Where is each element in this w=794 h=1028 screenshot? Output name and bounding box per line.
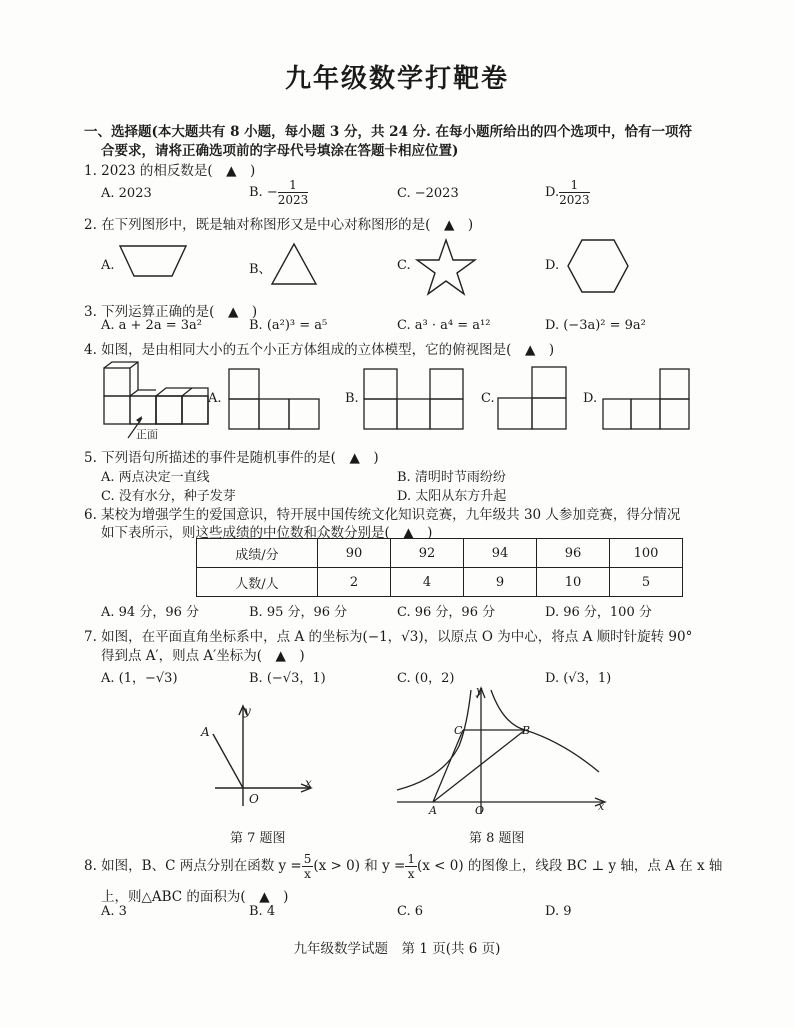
q8-stem-cont: 上，则△ABC 的面积为( ▲ ) bbox=[101, 889, 289, 905]
q3-option-c: C. a³ · a⁴ = a¹² bbox=[397, 318, 491, 333]
q7-stem: 7. 如图，在平面直角坐标系中，点 A 的坐标为(−1，√3)，以原点 O 为中心，将点 A 顺时针旋转 90° bbox=[84, 629, 693, 645]
star-shape bbox=[414, 238, 478, 296]
table-cell: 10 bbox=[537, 568, 610, 597]
q4-view-b bbox=[363, 368, 465, 430]
q4-option-b: B. bbox=[345, 391, 359, 406]
table-cell: 2 bbox=[318, 568, 391, 597]
q4-option-a: A. bbox=[208, 391, 222, 406]
page-title: 九年级数学打靶卷 bbox=[284, 64, 509, 94]
q2-option-a: A. bbox=[101, 258, 115, 273]
section-heading: 一、选择题(本大题共有 8 小题，每小题 3 分，共 24 分. 在每小题所给出的四个选项中，恰有一项符 bbox=[84, 124, 693, 140]
q4-option-d: D. bbox=[583, 391, 598, 406]
q5-stem: 5. 下列语句所描述的事件是随机事件的是( ▲ ) bbox=[84, 450, 379, 466]
q3-option-d: D. (−3a)² = 9a² bbox=[545, 318, 646, 333]
q8-option-b: B. 4 bbox=[249, 904, 276, 919]
hexagon-shape bbox=[566, 238, 630, 294]
q7-coordinate-figure bbox=[195, 702, 325, 814]
q5-option-c: C. 没有水分，种子发芽 bbox=[101, 489, 236, 504]
q2-option-c: C. bbox=[397, 258, 411, 273]
q8-option-d: D. 9 bbox=[545, 904, 572, 919]
table-row bbox=[197, 539, 683, 568]
q6-option-a: A. 94 分，96 分 bbox=[101, 605, 200, 620]
q8-stem: 8. 如图，B、C 两点分别在函数 y = $\frac{5}{x}$ (x > 0) 和 y = $\frac{1}{x}$ (x < 0) 的图像上，线段 BC ⊥ y 轴，点 A 在 x 轴 bbox=[84, 852, 723, 881]
q8-point-a-label: A bbox=[429, 804, 437, 817]
table-cell: 100 bbox=[610, 539, 683, 568]
q8-y-label: y bbox=[476, 684, 483, 697]
q3-option-a: A. a + 2a = 3a² bbox=[101, 318, 202, 333]
q8-function-figure bbox=[393, 686, 609, 818]
q2-option-d: D. bbox=[545, 258, 560, 273]
page-footer: 九年级数学试题 第 1 页(共 6 页) bbox=[293, 941, 501, 957]
table-cell: 人数/人 bbox=[197, 568, 318, 597]
q7-option-d: D. (√3，1) bbox=[545, 671, 612, 686]
q8-option-a: A. 3 bbox=[101, 904, 127, 919]
score-table bbox=[196, 538, 683, 597]
q2-option-b: B、 bbox=[249, 262, 272, 277]
q1-option-a: A. 2023 bbox=[101, 186, 152, 201]
q6-option-b: B. 95 分，96 分 bbox=[249, 605, 348, 620]
q4-view-a bbox=[228, 368, 320, 430]
q1-stem: 1. 2023 的相反数是( ▲ ) bbox=[84, 163, 256, 179]
q1-option-d: D. $\frac{1}{2023}$ bbox=[545, 178, 590, 207]
q1-option-c: C. −2023 bbox=[397, 186, 459, 201]
q7-y-label: y bbox=[244, 704, 251, 718]
q4-stem: 4. 如图，是由相同大小的五个小正方体组成的立体模型，它的俯视图是( ▲ ) bbox=[84, 342, 555, 358]
table-cell: 94 bbox=[464, 539, 537, 568]
q5-option-a: A. 两点决定一直线 bbox=[101, 470, 210, 485]
q2-stem: 2. 在下列图形中，既是轴对称图形又是中心对称图形的是( ▲ ) bbox=[84, 217, 474, 233]
q8-point-b-label: B bbox=[522, 724, 531, 737]
q7-stem-cont: 得到点 A′，则点 A′坐标为( ▲ ) bbox=[101, 648, 305, 664]
q1-option-b: B. − $\frac{1}{2023}$ bbox=[249, 178, 309, 207]
table-cell: 96 bbox=[537, 539, 610, 568]
q7-option-c: C. (0，2) bbox=[397, 671, 455, 686]
q7-x-label: x bbox=[305, 776, 312, 790]
q8-point-c-label: C bbox=[454, 724, 463, 737]
trapezoid-shape bbox=[118, 244, 188, 278]
section-heading-cont: 合要求，请将正确选项前的字母代号填涂在答题卡相应位置) bbox=[101, 143, 459, 159]
table-cell: 4 bbox=[391, 568, 464, 597]
table-cell: 5 bbox=[610, 568, 683, 597]
table-cell: 成绩/分 bbox=[197, 539, 318, 568]
q3-stem: 3. 下列运算正确的是( ▲ ) bbox=[84, 304, 258, 320]
q6-stem: 6. 某校为增强学生的爱国意识，特开展中国传统文化知识竞赛，九年级共 30 人参加竞赛，得分情况 bbox=[84, 507, 681, 523]
q6-option-d: D. 96 分，100 分 bbox=[545, 605, 652, 620]
q3-option-b: B. (a²)³ = a⁵ bbox=[249, 318, 328, 333]
q8-x-label: x bbox=[598, 800, 605, 813]
table-cell: 92 bbox=[391, 539, 464, 568]
q6-option-c: C. 96 分，96 分 bbox=[397, 605, 496, 620]
q7-point-a-label: A bbox=[201, 725, 210, 739]
triangle-shape bbox=[270, 242, 318, 286]
q7-option-b: B. (−√3，1) bbox=[249, 671, 326, 686]
q4-view-c bbox=[497, 366, 569, 430]
table-cell: 9 bbox=[464, 568, 537, 597]
q7-caption: 第 7 题图 bbox=[230, 831, 286, 846]
table-cell: 90 bbox=[318, 539, 391, 568]
q8-option-c: C. 6 bbox=[397, 904, 424, 919]
q6-stem-cont: 如下表所示，则这些成绩的中位数和众数分别是( ▲ ) bbox=[101, 525, 433, 541]
table-row bbox=[197, 568, 683, 597]
q8-origin-label: O bbox=[475, 804, 485, 817]
q7-option-a: A. (1，−√3) bbox=[101, 671, 178, 686]
q4-option-c: C. bbox=[481, 391, 495, 406]
front-label: 正面 bbox=[136, 428, 158, 441]
q4-view-d bbox=[602, 368, 690, 430]
q7-origin-label: O bbox=[249, 792, 259, 806]
q8-caption: 第 8 题图 bbox=[469, 831, 525, 846]
q5-option-d: D. 太阳从东方升起 bbox=[397, 489, 507, 504]
q5-option-b: B. 清明时节雨纷纷 bbox=[397, 470, 506, 485]
